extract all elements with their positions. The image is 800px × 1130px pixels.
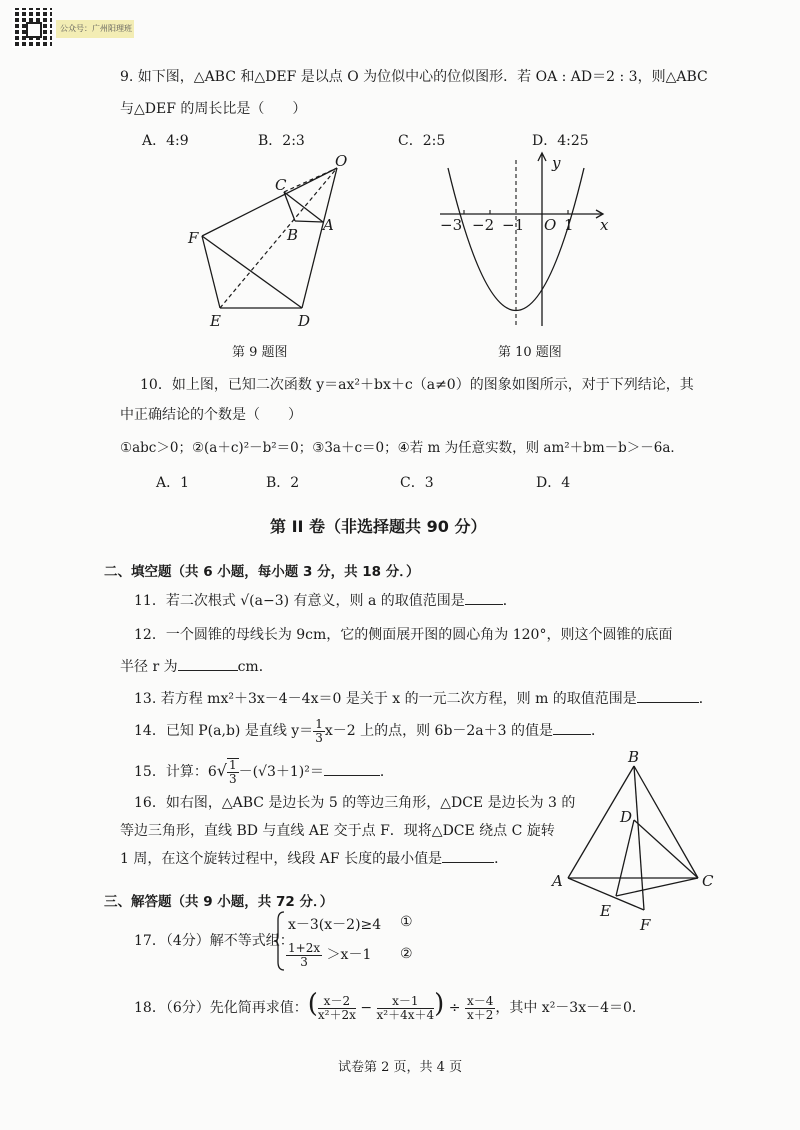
- edge-bc: [634, 766, 698, 878]
- label-b: B: [287, 226, 299, 244]
- q15: 15．计算：6√ $\frac{1}{3}$ －(√3＋1)²＝ ．: [134, 758, 394, 786]
- q15-blank: [324, 761, 380, 776]
- label-minus3: −3: [440, 216, 463, 234]
- edge-ba: [295, 221, 323, 222]
- q9-option-c: C．2:5: [398, 133, 446, 149]
- q18-f1-num: x－2: [318, 995, 356, 1009]
- edge-ec: [616, 878, 698, 896]
- label-f: F: [640, 916, 651, 934]
- figure-10: [430, 148, 620, 333]
- q14: [134, 716, 605, 746]
- q10-option-a: A．1: [156, 475, 190, 491]
- q14-pre: 14．已知 P(a,b) 是直线 y＝: [134, 723, 314, 739]
- q12-line2: [120, 656, 273, 676]
- q10-option-b: B．2: [266, 475, 300, 491]
- q16-line3: [120, 848, 508, 868]
- q17-brace: [272, 910, 286, 972]
- q9-option-a: A．4:9: [142, 133, 189, 149]
- q18-frac1: [318, 995, 356, 1022]
- q17-pre: 17．（4分）解不等式组：: [134, 933, 294, 949]
- label-d: D: [620, 808, 633, 826]
- q17-fraction: [286, 942, 322, 969]
- q13-blank: [637, 688, 699, 703]
- q18-f3-num: x－4: [466, 993, 494, 1008]
- q18-frac3: [465, 995, 495, 1022]
- q15-end: ．: [379, 764, 394, 780]
- q17-mark2: ②: [400, 946, 413, 962]
- q10-line3: ①abc＞0；②(a＋c)²－b²＝0；③3a＋c＝0；④若 m 为任意实数，则 am²＋bm－b＞－6a．: [120, 440, 684, 456]
- q14-num: 1: [315, 716, 323, 731]
- label-y: y: [552, 154, 561, 172]
- q10-line1: 10．如上图，已知二次函数 y＝ax²＋bx＋c（a≠0）的图象如图所示，对于下列结论，其: [140, 377, 694, 393]
- label-d: D: [298, 312, 311, 330]
- label-a: A: [552, 872, 563, 890]
- q9-line2: 与△DEF 的周长比是（ ）: [120, 101, 307, 117]
- q15-den: 3: [228, 772, 237, 786]
- q15-pre: 15．计算：6: [134, 764, 217, 780]
- q11-blank: [465, 590, 503, 605]
- label-b: B: [628, 748, 640, 766]
- q15-post: －(√3＋1)²＝: [238, 764, 324, 780]
- q16-line2: 等边三角形，直线 BD 与直线 AE 交于点 F．现将△DCE 绕点 C 旋转: [120, 823, 555, 839]
- q18: 18．（6分）先化简再求值：( $\frac{x-2}{\text{x²＋2x}}$ − $\frac{x-1}{\text{x²＋4x＋4}}$ ) ÷ $\frac{x-4}{x+2}$ ，其中 x²－3x－4＝0．: [134, 989, 646, 1022]
- q9-option-d: D．4:25: [532, 133, 589, 149]
- q15-fraction: [227, 758, 239, 786]
- section3-heading: 三、解答题（共 9 小题，共 72 分．）: [104, 894, 334, 910]
- q18-pre: 18．（6分）先化简再求值：: [134, 1000, 308, 1016]
- q14-end: ．: [591, 723, 606, 739]
- label-1: 1: [564, 216, 574, 234]
- q16-line3-text: 1 周，在这个旋转过程中，线段 AF 长度的最小值是: [120, 851, 443, 867]
- q11-end: ．: [502, 593, 517, 609]
- q16-end: ．: [494, 851, 509, 867]
- qr-code: [12, 8, 52, 48]
- label-x: x: [600, 216, 609, 234]
- label-c: C: [275, 176, 287, 194]
- q10-option-d: D．4: [536, 475, 571, 491]
- q17-ineq2-post: ＞x－1: [326, 947, 372, 963]
- q10-option-c: C．3: [400, 475, 434, 491]
- watermark-badge: 公众号：广州阳理班: [56, 20, 134, 38]
- q18-frac2: [377, 995, 435, 1022]
- q12-line1: 12．一个圆锥的母线长为 9cm，它的侧面展开图的圆心角为 120°，则这个圆锥的底面: [134, 627, 673, 643]
- q17-ineq1: x－3(x－2)≥4: [288, 917, 382, 933]
- label-o: O: [335, 152, 348, 170]
- dashed-co: [284, 168, 337, 192]
- q10-caption: 第 10 题图: [498, 345, 562, 360]
- q17-num: 1+2x: [288, 940, 321, 955]
- line-bf: [634, 766, 644, 910]
- q14-fraction: [313, 718, 325, 745]
- q17-den: 3: [300, 954, 308, 969]
- part2-title: 第 II 卷（非选择题共 90 分）: [270, 517, 487, 536]
- q14-blank: [553, 720, 591, 735]
- q18-f3-den: x＋2: [466, 1007, 494, 1022]
- q11: [134, 590, 517, 610]
- figure-9: [180, 148, 360, 333]
- q11-text: 11．若二次根式 √(a−3) 有意义，则 a 的取值范围是: [134, 593, 465, 609]
- label-c: C: [702, 872, 714, 890]
- q12-blank: [178, 656, 238, 671]
- q14-den: 3: [315, 730, 323, 745]
- q16-line1: 16．如右图，△ABC 是边长为 5 的等边三角形，△DCE 是边长为 3 的: [134, 795, 576, 811]
- q9-line1: 9. 如下图，△ABC 和△DEF 是以点 O 为位似中心的位似图形．若 OA : AD＝2 : 3，则△ABC: [120, 69, 708, 85]
- q17-ineq2: [286, 938, 371, 972]
- page-footer: 试卷第 2 页，共 4 页: [338, 1060, 463, 1075]
- q10-line2: 中正确结论的个数是（ ）: [120, 407, 302, 423]
- label-f: F: [188, 229, 199, 247]
- edge-dc: [634, 820, 698, 878]
- q15-num: 1: [228, 758, 237, 772]
- label-minus1: −1: [502, 216, 525, 234]
- label-e: E: [210, 312, 221, 330]
- label-e: E: [600, 902, 611, 920]
- q9-caption: 第 9 题图: [232, 345, 288, 360]
- q13-end: ．: [698, 691, 713, 707]
- q18-f2-den: x²＋4x＋4: [376, 1007, 435, 1022]
- q16-blank: [442, 848, 494, 863]
- label-a: A: [323, 216, 334, 234]
- figure-16: [548, 748, 728, 938]
- q13: [134, 688, 713, 708]
- q9-option-b: B．2:3: [258, 133, 305, 149]
- section2-heading: 二、填空题（共 6 小题，每小题 3 分，共 18 分．）: [104, 564, 420, 580]
- label-origin: O: [544, 216, 557, 234]
- q12-line2-pre: 半径 r 为: [120, 659, 178, 675]
- q12-line2-post: cm．: [237, 659, 273, 675]
- label-minus2: −2: [472, 216, 495, 234]
- q18-f1-den: x²＋2x: [317, 1007, 356, 1022]
- edge-de: [616, 820, 634, 896]
- q14-post: x－2 上的点，则 6b－2a＋3 的值是: [324, 723, 554, 739]
- q18-post: ，其中 x²－3x－4＝0．: [495, 1000, 646, 1016]
- edge-fo: [202, 168, 337, 236]
- q13-text: 13. 若方程 mx²＋3x－4－4x＝0 是关于 x 的一元二次方程，则 m 的取值范围是: [134, 691, 637, 707]
- q18-f2-num: x－1: [377, 995, 435, 1009]
- q17-mark1: ①: [400, 914, 413, 930]
